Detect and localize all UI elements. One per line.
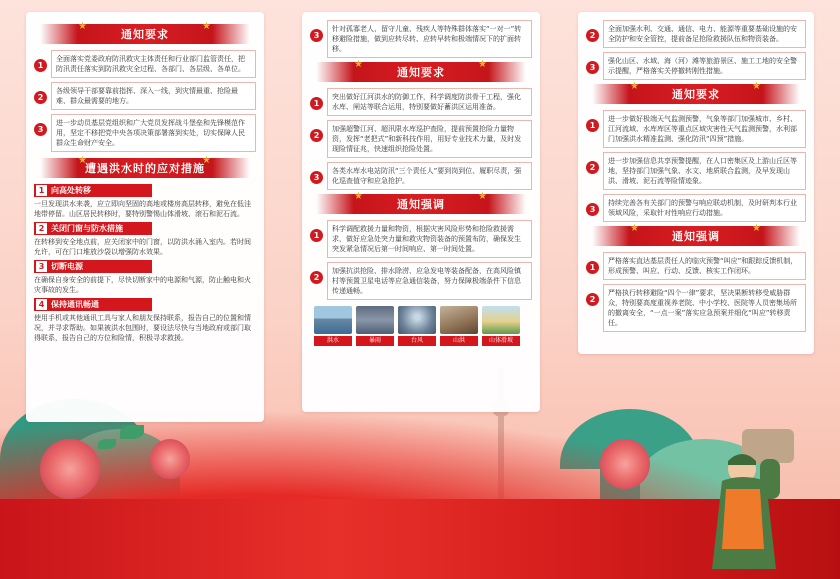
measure-heading [34, 184, 152, 197]
item-text: 加强抗洪抢险、排水除涝、应急发电等装备配备，在高风险镇村等预置卫星电话等应急通信装备，努力保障极端条件下信息传递通畅。 [327, 262, 532, 300]
star-icon: ★ [478, 59, 488, 70]
flood-card [314, 306, 352, 346]
leaf [98, 439, 116, 449]
list-item [310, 162, 532, 190]
item-number: 2 [586, 161, 599, 174]
measure-heading [34, 260, 152, 273]
list-item [310, 20, 532, 58]
measure-number: 1 [36, 185, 47, 196]
measure-text: 使用手机或其他通讯工具与家人和朋友保持联系，报告自己的位置和情况，并寻求帮助。如果被洪水包围时，要设法尽快与当地政府或部门取得联系，报告自己的方位和险情，积极寻求救援。 [34, 314, 251, 342]
list-item [586, 110, 806, 148]
peony-flower [600, 439, 650, 489]
list-item [310, 88, 532, 116]
measure-text: 在确保自身安全的前提下，尽快切断家中的电源和气源，防止触电和火灾事故的发生。 [34, 276, 251, 294]
item-text: 严格落实直达基层责任人的临灾预警“叫应”和跟踪反馈机制，形成预警、叫应、行动、反馈、核实工作闭环。 [603, 252, 806, 280]
item-number: 1 [310, 97, 323, 110]
section-banner [40, 21, 250, 44]
item-text: 强化山区、水域、海（河）滩等旅游景区、施工工地的安全警示提醒，严格落实关停撤转刚性措施。 [603, 52, 806, 80]
icon-label: 山体滑坡 [482, 336, 520, 346]
item-text: 科学调配救援力量和物资，根据灾害风险形势和抢险救援需求，做好应急处突力量和救灾物资装备的预置布防，确保发生突发紧急情况后第一时间响应、第一时间处置。 [327, 220, 532, 258]
banner-title: 通知强调 [397, 198, 445, 211]
star-icon: ★ [752, 81, 762, 92]
section-banner [316, 191, 526, 214]
item-number: 3 [586, 61, 599, 74]
panel-2 [302, 12, 540, 412]
star-icon: ★ [630, 223, 640, 234]
measure-text: 一旦发现洪水来袭，应立即向坚固的高地或楼房高层转移，避免在低洼地带停留。山区居民转移时，要特别警惕山体滑坡、滚石和泥石流。 [34, 200, 251, 218]
star-icon: ★ [78, 21, 88, 32]
measure-text: 在转移到安全地点前，应关闭家中的门窗，以防洪水涌入室内。若时间允许，可在门口堆放沙袋以增强防水效果。 [34, 238, 251, 256]
item-text: 各类水库水电站防汛“三个责任人”要到岗到位、履职尽责，强化巡查值守和应急抢护。 [327, 162, 532, 190]
icon-label: 台风 [398, 336, 436, 346]
item-text: 进一步加强信息共享预警提醒，在人口密集区及上游山丘区等地，坚持部门加强气象、水文、地质联合监测，及早发现山洪、滑坡、泥石流等险情迹象。 [603, 152, 806, 190]
measure-title: 关闭门窗与防水措施 [51, 224, 123, 233]
list-item [34, 82, 256, 110]
list-item [310, 220, 532, 258]
item-text: 各级领导干部要靠前指挥、深入一线，到灾情最重、抢险最难、群众最需要的地方。 [51, 82, 256, 110]
icon-label: 山洪 [440, 336, 478, 346]
item-text: 突出做好江河洪水的防御工作，科学调度防洪骨干工程，强化水库、闸站等联合运用，特别要做好蓄洪区运用准备。 [327, 88, 532, 116]
star-icon: ★ [202, 155, 212, 166]
item-text: 针对孤寡老人、留守儿童、残疾人等特殊群体落实“一对一”转移避险措施，做到应转尽转、应转早转和极端情况下的扩面转移。 [327, 20, 532, 58]
list-item [586, 52, 806, 80]
star-icon: ★ [478, 191, 488, 202]
item-number: 1 [34, 59, 47, 72]
flood-icon [314, 306, 352, 334]
banner-title: 通知要求 [121, 28, 169, 41]
star-icon: ★ [354, 59, 364, 70]
item-number: 1 [586, 119, 599, 132]
panel-3 [578, 12, 814, 354]
icon-label: 暴雨 [356, 336, 394, 346]
list-item [586, 284, 806, 332]
list-item [310, 120, 532, 158]
item-text: 持续完善各有关部门的预警与响应联动机制，及时研判本行业领域风险，采取针对性响应行动措施。 [603, 194, 806, 222]
typhoon-icon [398, 306, 436, 334]
leaf [120, 425, 144, 439]
measure-number: 4 [36, 299, 47, 310]
section-banner [592, 81, 800, 104]
item-number: 2 [310, 271, 323, 284]
star-icon: ★ [752, 223, 762, 234]
item-number: 1 [310, 229, 323, 242]
list-item [310, 262, 532, 300]
item-number: 2 [586, 29, 599, 42]
typhoon-card [398, 306, 436, 346]
panel-1 [26, 12, 264, 422]
item-text: 全面加强水利、交通、通信、电力、能源等重要基础设施的安全防护和安全管控，提前备足抢险救援队伍和物资装备。 [603, 20, 806, 48]
item-text: 加强超警江河、超汛限水库巡护查险，提前预置抢险力量物资，发挥“老把式”和新科技作用，用好专业技术力量，及时发现险情征兆，快速组织抢险处置。 [327, 120, 532, 158]
star-icon: ★ [630, 81, 640, 92]
measure-number: 3 [36, 261, 47, 272]
list-item [34, 114, 256, 152]
list-item [34, 50, 256, 78]
item-number: 2 [34, 91, 47, 104]
list-item [586, 252, 806, 280]
item-text: 进一步动员基层党组织和广大党员发挥战斗堡垒和先锋模范作用，坚定不移把党中央各项决策部署落到实处，切实保障人民群众生命财产安全。 [51, 114, 256, 152]
landslide-icon [482, 306, 520, 334]
peony-flower [150, 439, 190, 479]
measure-title: 保持通讯畅通 [51, 300, 99, 309]
item-number: 3 [310, 29, 323, 42]
banner-title: 遭遇洪水时的应对措施 [85, 162, 205, 175]
section-banner [592, 223, 800, 246]
soldier-illustration [702, 419, 812, 569]
banner-title: 通知强调 [672, 230, 720, 243]
section-banner [316, 59, 526, 82]
list-item [586, 194, 806, 222]
item-number: 2 [586, 293, 599, 306]
rainstorm-card [356, 306, 394, 346]
item-number: 3 [310, 171, 323, 184]
list-item [586, 20, 806, 48]
rainstorm-icon [356, 306, 394, 334]
measure-heading [34, 298, 152, 311]
item-number: 1 [586, 261, 599, 274]
mountain-flood-icon [440, 306, 478, 334]
banner-title: 通知要求 [397, 66, 445, 79]
item-number: 3 [586, 203, 599, 216]
mountain-flood-card [440, 306, 478, 346]
measure-title: 向高处转移 [51, 186, 91, 195]
peony-flower [40, 439, 100, 499]
measure-title: 切断电源 [51, 262, 83, 271]
measure-heading [34, 222, 152, 235]
icon-label: 洪水 [314, 336, 352, 346]
star-icon: ★ [78, 155, 88, 166]
banner-title: 通知要求 [672, 88, 720, 101]
item-number: 2 [310, 129, 323, 142]
item-text: 全面落实党委政府防汛救灾主体责任和行业部门监管责任，把防汛责任落实到防汛救灾全过程、各部门、各层级、各单位。 [51, 50, 256, 78]
measure-number: 2 [36, 223, 47, 234]
item-text: 进一步做好极端天气监测预警，气象等部门加强城市、乡村、江河流域、水库库区等重点区域灾害性天气监测预警，水利部门加强洪水精准监测、强化防汛“四预”措施。 [603, 110, 806, 148]
list-item [586, 152, 806, 190]
landslide-card [482, 306, 520, 346]
item-text: 严格执行转移避险“四个一律”要求，坚决果断转移受威胁群众，特别要高度重视养老院、中小学校、医院等人员密集场所的撤离安全，“一点一案”落实应急预案并细化“叫应”转移责任。 [603, 284, 806, 332]
star-icon: ★ [202, 21, 212, 32]
section-banner [40, 155, 250, 178]
star-icon: ★ [354, 191, 364, 202]
item-number: 3 [34, 123, 47, 136]
disaster-icons [310, 306, 532, 346]
